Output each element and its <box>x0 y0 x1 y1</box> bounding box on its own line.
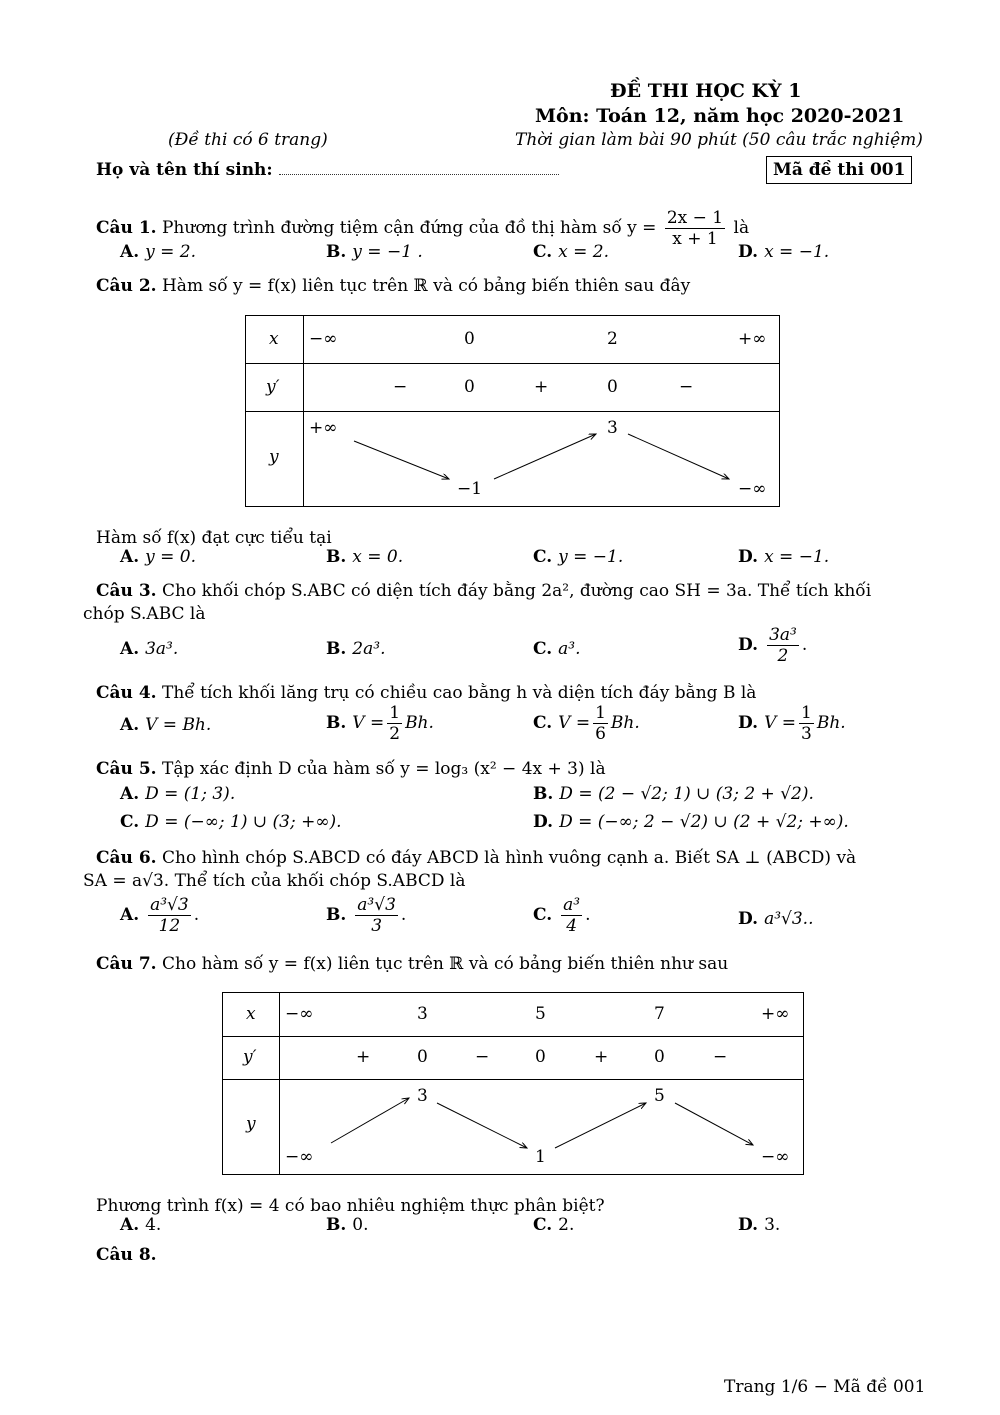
q7-variation-table <box>222 992 804 1175</box>
q2-option-d[interactable]: D. x = −1. <box>738 547 830 567</box>
q4-option-d[interactable]: D. V = $\frac{1}{3}$ Bh. <box>738 703 846 744</box>
candidate-name-label: Họ và tên thí sinh: <box>96 160 273 180</box>
q2-yp-value: + <box>534 377 549 397</box>
q1-text: Phương trình đường tiệm cận đứng của đồ thị hàm số y = <box>161 218 657 238</box>
question-3 <box>96 580 871 602</box>
q6-option-d[interactable]: D. a³√3.. <box>738 909 814 929</box>
q7-option-b[interactable]: B. 0. <box>326 1215 369 1235</box>
q2-option-a[interactable]: A. y = 0. <box>120 547 196 567</box>
q4-c-fraction: $\frac{1}{6}$ <box>595 703 606 744</box>
q2-yp-label: y′ <box>266 377 280 397</box>
question-2 <box>96 275 690 297</box>
q7-x-value: 5 <box>535 1004 546 1024</box>
q2-label: Câu 2. <box>96 276 157 296</box>
q7-yp-value: 0 <box>654 1047 665 1067</box>
q3-option-b[interactable]: B. 2a³. <box>326 639 386 659</box>
q6-text-line2: SA = a√3. Thể tích của khối chóp S.ABCD là <box>83 871 466 891</box>
exam-title: ĐỀ THI HỌC KỲ 1 <box>610 80 802 102</box>
q5-option-c[interactable]: C. D = (−∞; 1) ∪ (3; +∞). <box>120 812 342 832</box>
q2-yp-value: − <box>393 377 408 397</box>
q7-yp-value: 0 <box>417 1047 428 1067</box>
q4-option-b[interactable]: B. V = $\frac{1}{2}$ Bh. <box>326 703 434 744</box>
q4-label: Câu 4. <box>96 683 157 703</box>
q7-x-value: 3 <box>417 1004 428 1024</box>
q2-yp-value: − <box>679 377 694 397</box>
q4-option-a[interactable]: A. V = Bh. <box>120 715 212 735</box>
q5-text: Tập xác định D của hàm số y = log₃ (x² − 4x + 3) là <box>161 759 606 779</box>
q7-yp-value: + <box>594 1047 609 1067</box>
q7-yp-value: + <box>356 1047 371 1067</box>
q4-d-fraction: $\frac{1}{3}$ <box>801 703 812 744</box>
q6-label: Câu 6. <box>96 848 157 868</box>
q7-option-c[interactable]: C. 2. <box>533 1215 575 1235</box>
q3-text-line1: Cho khối chóp S.ABC có diện tích đáy bằng 2a², đường cao SH = 3a. Thể tích khối <box>161 581 872 601</box>
q2-option-c[interactable]: C. y = −1. <box>533 547 624 567</box>
q1-label: Câu 1. <box>96 218 157 238</box>
q3-text-line2: chóp S.ABC là <box>83 604 206 624</box>
q7-yp-value: 0 <box>535 1047 546 1067</box>
q6-a-fraction: $\frac{\text{a³√3}}{12}$ <box>150 895 189 936</box>
q7-y-value: 3 <box>417 1086 428 1106</box>
question-8-label: Câu 8. <box>96 1245 157 1265</box>
q2-x-value: +∞ <box>738 329 767 349</box>
q2-x-value: −∞ <box>309 329 338 349</box>
q7-x-label: x <box>246 1004 256 1024</box>
q6-c-fraction: $\frac{\text{a³}}{4}$ <box>563 895 581 936</box>
q6-option-a[interactable]: A. $\frac{\text{a³√3}}{12}$ . <box>120 895 200 936</box>
q7-variation-arrows <box>223 993 803 1174</box>
q1-frac-den: x + 1 <box>672 229 718 249</box>
q5-label: Câu 5. <box>96 759 157 779</box>
q7-y-value: 1 <box>535 1147 546 1167</box>
q2-option-b[interactable]: B. x = 0. <box>326 547 404 567</box>
question-7 <box>96 953 728 975</box>
page-footer: Trang 1/6 − Mã đề 001 <box>724 1377 926 1397</box>
q7-after-text: Phương trình f(x) = 4 có bao nhiêu nghiệm thực phân biệt? <box>96 1196 605 1216</box>
pages-note: (Đề thi có 6 trang) <box>168 130 328 150</box>
q4-option-c[interactable]: C. V = $\frac{1}{6}$ Bh. <box>533 703 640 744</box>
q7-yp-label: y′ <box>243 1047 257 1067</box>
q6-option-b[interactable]: B. $\frac{\text{a³√3}}{3}$ . <box>326 895 407 936</box>
q7-x-value: 7 <box>654 1004 665 1024</box>
name-dotted-line <box>279 162 559 175</box>
q7-y-value: 5 <box>654 1086 665 1106</box>
q2-text: Hàm số y = f(x) liên tục trên ℝ và có bảng biến thiên sau đây <box>161 276 691 296</box>
q7-y-value: −∞ <box>761 1147 790 1167</box>
q1-frac-num: 2x − 1 <box>666 208 724 228</box>
question-4 <box>96 682 756 704</box>
q7-y-value: −∞ <box>285 1147 314 1167</box>
q1-option-c[interactable]: C. x = 2. <box>533 242 610 262</box>
q7-text: Cho hàm số y = f(x) liên tục trên ℝ và có bảng biến thiên như sau <box>161 954 729 974</box>
q6-b-fraction: $\frac{\text{a³√3}}{3}$ <box>357 895 396 936</box>
q5-option-b[interactable]: B. D = (2 − √2; 1) ∪ (3; 2 + √2). <box>533 784 814 804</box>
q5-option-a[interactable]: A. D = (1; 3). <box>120 784 236 804</box>
q2-after-text: Hàm số f(x) đạt cực tiểu tại <box>96 528 332 548</box>
q2-y-value: −1 <box>457 479 483 499</box>
q7-x-value: −∞ <box>285 1004 314 1024</box>
q3-option-a[interactable]: A. 3a³. <box>120 639 179 659</box>
q2-y-value: −∞ <box>738 479 767 499</box>
q2-x-value: 0 <box>464 329 475 349</box>
q2-y-value: 3 <box>607 418 618 438</box>
q1-option-d[interactable]: D. x = −1. <box>738 242 830 262</box>
q7-yp-value: − <box>713 1047 728 1067</box>
q2-x-label: x <box>269 329 279 349</box>
q2-variation-table <box>245 315 780 507</box>
q1-tail: là <box>733 218 750 238</box>
q7-option-a[interactable]: A. 4. <box>120 1215 162 1235</box>
q3-label: Câu 3. <box>96 581 157 601</box>
time-note: Thời gian làm bài 90 phút (50 câu trắc nghiệm) <box>515 130 923 150</box>
q2-yp-value: 0 <box>464 377 475 397</box>
q3-option-c[interactable]: C. a³. <box>533 639 581 659</box>
q7-x-value: +∞ <box>761 1004 790 1024</box>
q2-yp-value: 0 <box>607 377 618 397</box>
q2-x-value: 2 <box>607 329 618 349</box>
q6-option-c[interactable]: C. $\frac{\text{a³}}{4}$ . <box>533 895 591 936</box>
exam-code-box: Mã đề thi 001 <box>766 156 912 184</box>
q4-b-fraction: $\frac{1}{2}$ <box>389 703 401 744</box>
q6-text-line1: Cho hình chóp S.ABCD có đáy ABCD là hình vuông cạnh a. Biết SA ⊥ (ABCD) và <box>161 848 857 868</box>
q7-yp-value: − <box>475 1047 490 1067</box>
q7-y-label: y <box>246 1114 256 1134</box>
q2-variation-arrows <box>246 316 779 506</box>
q7-option-d[interactable]: D. 3. <box>738 1215 781 1235</box>
question-6 <box>96 847 856 869</box>
q4-text: Thể tích khối lăng trụ có chiều cao bằng h và diện tích đáy bằng B là <box>161 683 757 703</box>
candidate-name-row <box>96 160 559 180</box>
question-5 <box>96 758 606 780</box>
q2-y-label: y <box>269 447 279 467</box>
q3-d-fraction: $\frac{\text{3a³}}{2}$ <box>769 625 797 666</box>
q1-option-b[interactable]: B. y = −1 . <box>326 242 423 262</box>
q1-fraction <box>665 208 725 249</box>
exam-subject: Môn: Toán 12, năm học 2020-2021 <box>535 105 905 127</box>
q3-option-d[interactable]: D. $\frac{\text{3a³}}{2}$ . <box>738 625 808 666</box>
q1-option-a[interactable]: A. y = 2. <box>120 242 196 262</box>
q5-option-d[interactable]: D. D = (−∞; 2 − √2) ∪ (2 + √2; +∞). <box>533 812 849 832</box>
q2-y-value: +∞ <box>309 418 338 438</box>
q7-label: Câu 7. <box>96 954 157 974</box>
